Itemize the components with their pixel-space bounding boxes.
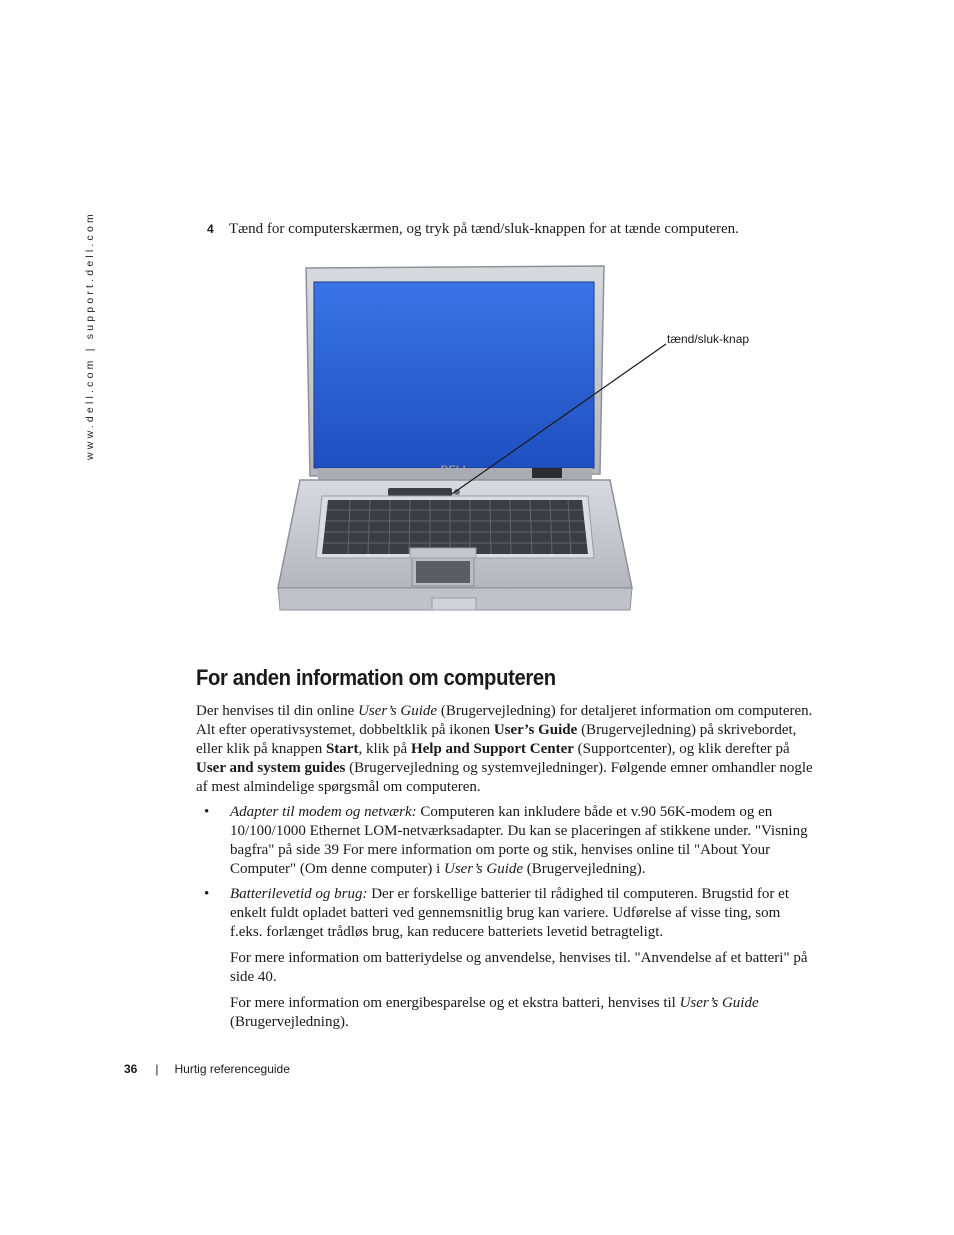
bullet-2-paragraph-2: For mere information om batteriydelse og anvendelse, henvises til. "Anvendelse af et batteri" på side 40. [230,950,808,985]
section-heading: For anden information om computeren [196,665,556,690]
footer-title: Hurtig referenceguide [174,1062,290,1076]
bullet-2-text: Der er forskellige batterier til rådighed til computeren. Brugstid for et enkelt fuldt opladet batteri ved gennemsnitlig brug kan variere. Udførelse af visse ting, som f.eks. forlænget trådløs brug, kan reducere batteriets levetid betragteligt. [230,886,789,940]
section-body [196,702,816,1032]
bullet-marker: • [204,886,210,902]
page-number: 36 [124,1062,138,1076]
intro-text-5: (Supportcenter), og klik derefter på [573,741,790,757]
bullet-2-paragraph-3: For mere information om energibesparelse og et ekstra batteri, henvises til User’s Guide (Brugervejledning). [230,995,759,1030]
step-4 [207,220,847,239]
step-number: 4 [207,222,214,236]
intro-text-1: Der henvises til din online [196,703,359,719]
bullet-1-italic: User’s Guide [443,861,524,877]
intro-bold-start: Start [325,741,359,757]
intro-text-4: , klik på [358,741,411,757]
intro-text-2: (Brugervejledning) for detaljeret information om computeren. Alt efter operativsystemet, dobbeltklik på ikonen [196,703,813,738]
footer-separator: | [155,1062,159,1076]
intro-paragraph [196,702,816,797]
bullet-1-text-end: (Brugervejledning). [523,861,646,877]
screen [314,282,594,468]
callout-power-button: tænd/sluk-knap [667,332,750,346]
bullet-2-italic: User’s Guide [679,995,759,1011]
bullet-modem-network [196,803,816,879]
laptop-illustration [270,258,770,630]
intro-bold-users-guide: User’s Guide [493,722,578,738]
intro-text-6: (Brugervejledning og systemvejledninger). Følgende emner omhandler nogle af mest almindelige spørgsmål om computeren. [196,760,813,795]
intro-italic-users-guide: User’s Guide [358,703,438,719]
bullet-1-text: Computeren kan inkludere både et v.90 56K-modem og en 10/100/1000 Ethernet LOM-netværksadapter. Du kan se placeringen af stikkene under. "Visning bagfra" på side 39 For mere information om porte og stik, henvises online til "About Your Computer" (Om denne computer) i [230,804,808,877]
touchpad-buttons [410,548,476,558]
intro-text-3: (Brugervejledning) på skrivebordet, eller klik på knappen [196,722,797,757]
bullet-1-label: Adapter til modem og netværk: [230,804,417,820]
page-footer [124,1062,290,1076]
step-text: Tænd for computerskærmen, og tryk på tænd/sluk-knappen for at tænde computeren. [229,221,739,237]
intro-bold-help-center: Help and Support Center [410,741,574,757]
bullet-2-label: Batterilevetid og brug: [230,886,368,902]
bullet-battery [196,885,816,1032]
intro-bold-system-guides: User and system guides [196,760,346,776]
bullet-marker: • [204,804,210,820]
sidebar-url: www.dell.com | support.dell.com [84,211,96,460]
laptop-figure [270,258,770,630]
